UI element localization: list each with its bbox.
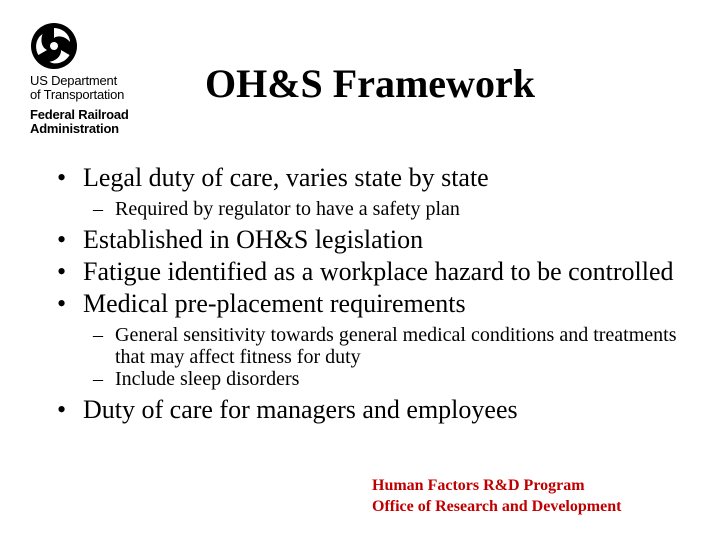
sub-list-legal-duty <box>55 198 695 220</box>
agency-name <box>30 108 160 136</box>
sub-bullet-medical-sensitivity: – General sensitivity towards general medical conditions and treatments that may affect fitness for duty <box>55 324 695 368</box>
bullet-fatigue-hazard: • Fatigue identified as a workplace hazard to be controlled <box>55 258 695 286</box>
agency-line-1: Federal Railroad <box>30 107 129 122</box>
bullet-legislation: • Established in OH&S legislation <box>55 226 695 254</box>
slide-title: OH&S Framework <box>205 61 535 106</box>
department-line-1: US Department <box>30 73 117 88</box>
sub-list-medical <box>55 324 695 390</box>
footer-office: Office of Research and Development <box>372 498 622 515</box>
department-line-2: of Transportation <box>30 87 125 102</box>
dot-fra-logo <box>30 22 160 136</box>
program-footer <box>372 475 621 517</box>
bullet-duty-of-care: • Duty of care for managers and employees <box>55 396 695 424</box>
dot-triskelion-icon <box>30 22 78 70</box>
sub-bullet-sleep-disorders: – Include sleep disorders <box>55 368 695 390</box>
sub-bullet-safety-plan: – Required by regulator to have a safety plan <box>55 198 695 220</box>
footer-program: Human Factors R&D Program <box>372 477 585 494</box>
bullet-medical: • Medical pre-placement requirements <box>55 290 695 318</box>
agency-line-2: Administration <box>30 121 119 136</box>
department-name <box>30 74 160 102</box>
bullet-legal-duty: • Legal duty of care, varies state by state <box>55 164 695 192</box>
slide-body <box>55 164 695 428</box>
